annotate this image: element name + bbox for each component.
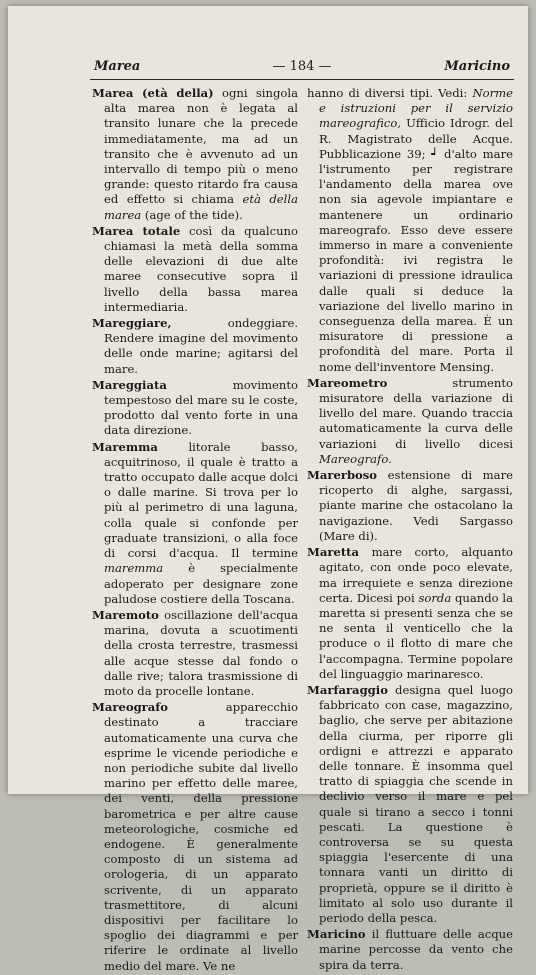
dictionary-entry [92, 440, 298, 607]
dictionary-entry-continued [307, 86, 513, 375]
entry-text: mare corto, alquanto agitato, con onde poco elevate, ma irrequiete e senza direzione certa. Dicesi poi [319, 545, 513, 605]
entry-headword: Maremma [92, 439, 158, 454]
dictionary-entry [92, 700, 298, 974]
header-right-word: Maricino [444, 59, 510, 74]
entry-text: apparecchio destinato a tracciare automaticamente una curva che esprime le vicende periodiche e non periodiche subite dal livello marino per effetto delle maree, dei venti, della pressione barometrica e per altre cause meteorologiche, cosmiche ed endogene. È generalmente composto di un sistema ad orologeria, di un apparato scrivente, di un apparato trasmettitore, di alcuni dispositivi per facilitare lo spoglio dei diagrammi e per riferire le ordinate al livello medio del mare. Ve ne [104, 700, 298, 973]
entry-tail: è specialmente adoperato per designare zone paludose costiere della Toscana. [104, 561, 298, 606]
page-number: — 184 — [272, 59, 332, 74]
entry-headword: Marea totale [92, 223, 181, 238]
entry-text: oscillazione dell'acqua marina, dovuta a scuotimenti della crosta terrestre, trasmessi alle acque stesse dal fondo o dalle rive; talora trasmissione di moto da procelle lontane. [104, 607, 298, 698]
entry-headword: Maremoto [92, 607, 159, 622]
entry-tail: Ufficio Idrogr. del R. Magistrato delle Acque. Pubblicazione 39; ┙ d'alto mare l'istrumento per registrare l'andamento della marea ove non sia agevole impiantare e mantenere un ordinario mareografo. Esso deve essere immerso in mare a conveniente profondità: ivi registra le variazioni di pressione idraulica dalle quali si deduce la variazione del livello marino in conseguenza della marea. È un misuratore di pressione a profondità del mare. Porta il nome dell'inventore Mensing. [319, 116, 513, 374]
entry-text: litorale basso, acquitrinoso, il quale è tratto a tratto occupato dalle acque dolci o dalle marine. Si trova per lo più al perimetro di una laguna, colla quale si confonde per graduate transizioni, o alla foce di corsi d'acqua. Il termine [104, 439, 298, 561]
dictionary-entry [92, 608, 298, 699]
dictionary-entry [307, 376, 513, 467]
dictionary-entry [92, 86, 298, 223]
entry-italic: sorda [418, 590, 452, 605]
entry-headword: Maretta [307, 545, 360, 560]
entry-text: il fluttuare delle acque marine percosse da vento che spira da terra. [319, 927, 513, 972]
right-column [307, 86, 513, 974]
entry-tail: quando la maretta si presenti senza che se ne senta il venticello che la produce o il flotto di mare che l'accompagna. Termine popolare del linguaggio marinaresco. [319, 590, 513, 681]
entry-headword: Marerboso [307, 468, 378, 483]
dictionary-entry [92, 378, 298, 439]
entry-text: strumento misuratore della variazione di livello del mare. Quando traccia automaticamente la curva delle variazioni di livello dicesi [319, 375, 513, 451]
entry-italic: Norme e istruzioni per il servizio mareografico, [319, 86, 513, 131]
entry-headword: Mareggiata [92, 377, 167, 392]
entry-headword: Marea (età della) [92, 86, 214, 100]
dictionary-entry [92, 224, 298, 315]
entry-headword: Marfaraggio [307, 682, 388, 697]
entry-italic: Mareografo. [319, 451, 392, 466]
dictionary-entry [307, 545, 513, 682]
running-header [90, 56, 514, 78]
dictionary-entry [307, 468, 513, 544]
entry-text: ogni singola alta marea non è legata al transito lunare che la precede immediatamente, ma ad un transito che è avvenuto ad un intervallo di tempo più o meno grande: questo ritardo fra causa ed effetto si chiama [104, 86, 298, 207]
entry-headword: Maricino [307, 927, 366, 942]
entry-text: hanno di diversi tipi. Vedi: [307, 86, 473, 100]
header-rule [90, 79, 514, 80]
entry-tail: (age of the tide). [141, 207, 243, 222]
entry-headword: Mareometro [307, 375, 388, 390]
entry-text: designa quel luogo fabbricato con case, magazzino, baglio, che serve per abitazione della ciurma, per riporre gli ordigni e attrezzi e apparato delle tonnare. È insomma quel tratto di spiaggia che scende in declivio verso il mare e pel quale si tirano a secco i tonni pescati. La questione è controversa se su questa spiaggia l'esercente di una tonnara vanti un diritto di proprietà, oppure se il diritto è limitato al solo uso durante il periodo della pesca. [319, 682, 513, 925]
entry-text: estensione di mare ricoperto di alghe, sargassi, piante marine che ostacolano la navigazione. Vedi Sargasso (Mare di). [319, 468, 513, 543]
entry-headword: Mareografo [92, 700, 169, 715]
header-left-word: Marea [94, 59, 141, 74]
left-column [92, 86, 298, 975]
dictionary-entry [92, 316, 298, 377]
entry-headword: Mareggiare, [92, 316, 172, 331]
entry-italic: maremma [104, 561, 164, 576]
entry-italic: età della marea [104, 192, 298, 222]
entry-text: così da qualcuno chiamasi la metà della somma delle elevazioni di due alte maree consecutive sopra il livello della bassa marea intermediaria. [104, 223, 298, 314]
dictionary-entry [307, 927, 513, 973]
entry-text: ondeggiare. Rendere imagine del movimento delle onde marine; agitarsi del mare. [104, 316, 298, 376]
entry-text: movimento tempestoso del mare su le coste, prodotto dal vento forte in una data direzione. [104, 377, 298, 438]
book-page [8, 6, 528, 973]
dictionary-entry [307, 683, 513, 926]
